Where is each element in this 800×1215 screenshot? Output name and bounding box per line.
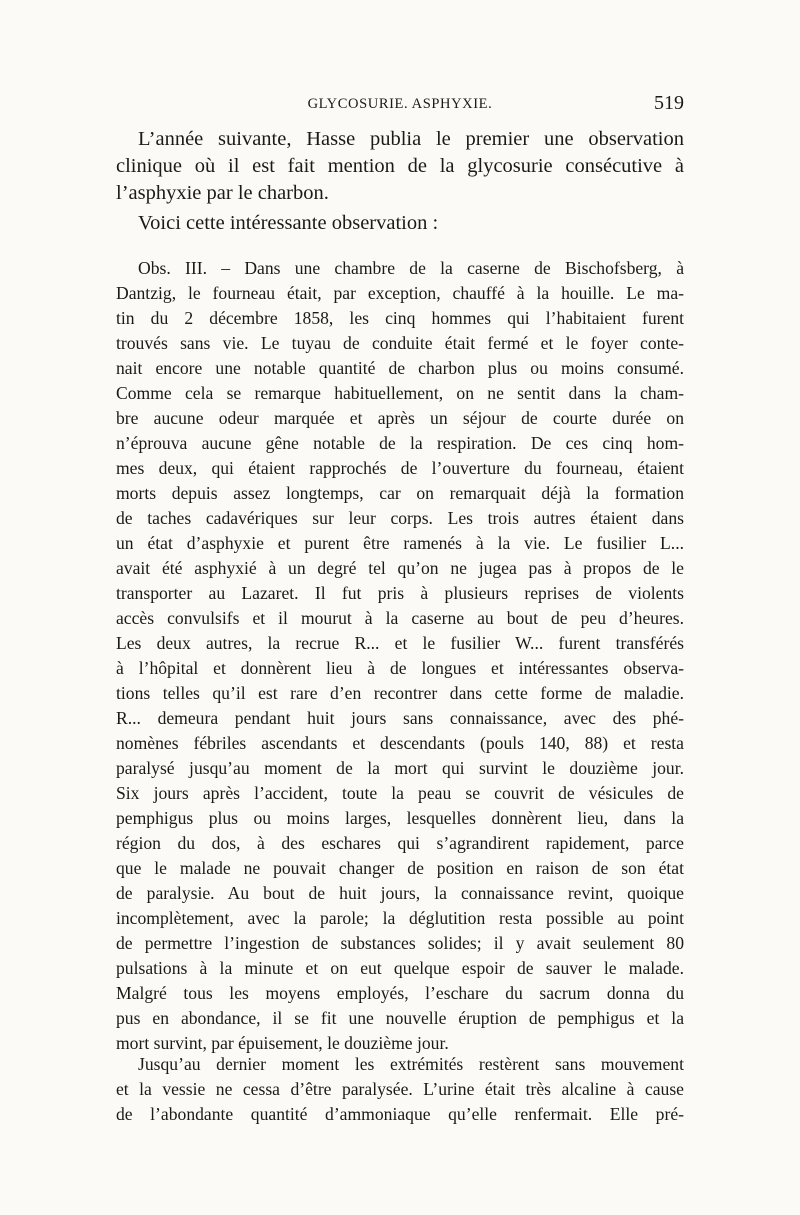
- text-line: Comme cela se remarque habituellement, on ne sentit dans la cham-: [116, 383, 684, 403]
- text-line: clinique où il est fait mention de la glycosurie consécutive à: [116, 155, 684, 177]
- text-line: incomplètement, avec la parole; la déglutition resta possible au point: [116, 908, 684, 928]
- text-line: pemphigus plus ou moins larges, lesquelles donnèrent lieu, dans la: [116, 808, 684, 828]
- text-line: tin du 2 décembre 1858, les cinq hommes qui l’habitaient furent: [116, 308, 684, 328]
- text-line: pulsations à la minute et on eut quelque espoir de sauver le malade.: [116, 958, 684, 978]
- page-number: 519: [654, 92, 684, 114]
- text-line: Les deux autres, la recrue R... et le fusilier W... furent transférés: [116, 633, 684, 653]
- paragraph-closing: [116, 1052, 684, 1127]
- text-line: un état d’asphyxie et purent être ramenés à la vie. Le fusilier L...: [116, 533, 684, 553]
- observation-block: [116, 256, 684, 1056]
- text-line: L’année suivante, Hasse publia le premier une observation: [138, 128, 684, 150]
- text-line: transporter au Lazaret. Il fut pris à plusieurs reprises de violents: [116, 583, 684, 603]
- text-line: accès convulsifs et il mourut à la caserne au bout de peu d’heures.: [116, 608, 684, 628]
- text-line: Voici cette intéressante observation :: [138, 212, 439, 234]
- text-line: R... demeura pendant huit jours sans connaissance, avec des phé-: [116, 708, 684, 728]
- text-line: de permettre l’ingestion de substances solides; il y avait seulement 80: [116, 933, 684, 953]
- text-line: et la vessie ne cessa d’être paralysée. L’urine était très alcaline à cause: [116, 1079, 684, 1099]
- text-line: nomènes fébriles ascendants et descendants (pouls 140, 88) et resta: [116, 733, 684, 753]
- text-line: paralysé jusqu’au moment de la mort qui survint le douzième jour.: [116, 758, 684, 778]
- text-line: l’asphyxie par le charbon.: [116, 182, 329, 204]
- text-line: Obs. III. – Dans une chambre de la caserne de Bischofsberg, à: [138, 258, 684, 278]
- text-line: bre aucune odeur marquée et après un séjour de courte durée on: [116, 408, 684, 428]
- text-line: de paralysie. Au bout de huit jours, la connaissance revint, quoique: [116, 883, 684, 903]
- text-line: mort survint, par épuisement, le douzième jour.: [116, 1033, 449, 1053]
- text-line: mes deux, qui étaient rapprochés de l’ouverture du fourneau, étaient: [116, 458, 684, 478]
- text-line: Jusqu’au dernier moment les extrémités restèrent sans mouvement: [138, 1054, 684, 1074]
- running-title: GLYCOSURIE. ASPHYXIE.: [307, 96, 493, 112]
- text-line: de taches cadavériques sur leur corps. Les trois autres étaient dans: [116, 508, 684, 528]
- text-line: nait encore une notable quantité de charbon plus ou moins consumé.: [116, 358, 684, 378]
- text-line: région du dos, à des eschares qui s’agrandirent rapidement, parce: [116, 833, 684, 853]
- text-line: tions telles qu’il est rare d’en recontrer dans cette forme de maladie.: [116, 683, 684, 703]
- text-line: morts depuis assez longtemps, car on remarquait déjà la formation: [116, 483, 684, 503]
- running-head: [116, 92, 684, 118]
- text-line: Malgré tous les moyens employés, l’eschare du sacrum donna du: [116, 983, 684, 1003]
- text-line: Six jours après l’accident, toute la peau se couvrit de vésicules de: [116, 783, 684, 803]
- text-line: que le malade ne pouvait changer de position en raison de son état: [116, 858, 684, 878]
- text-line: avait été asphyxié à un degré tel qu’on ne jugea pas à propos de le: [116, 558, 684, 578]
- text-line: à l’hôpital et donnèrent lieu à de longues et intéressantes observa-: [116, 658, 684, 678]
- paragraph-intro: [116, 126, 684, 207]
- text-line: de l’abondante quantité d’ammoniaque qu’elle renfermait. Elle pré-: [116, 1104, 684, 1124]
- text-line: trouvés sans vie. Le tuyau de conduite était fermé et le foyer conte-: [116, 333, 684, 353]
- text-line: pus en abondance, il se fit une nouvelle éruption de pemphigus et la: [116, 1008, 684, 1028]
- text-line: n’éprouva aucune gêne notable de la respiration. De ces cinq hom-: [116, 433, 684, 453]
- text-line: Dantzig, le fourneau était, par exception, chauffé à la houille. Le ma-: [116, 283, 684, 303]
- paragraph-announcement: [116, 210, 684, 237]
